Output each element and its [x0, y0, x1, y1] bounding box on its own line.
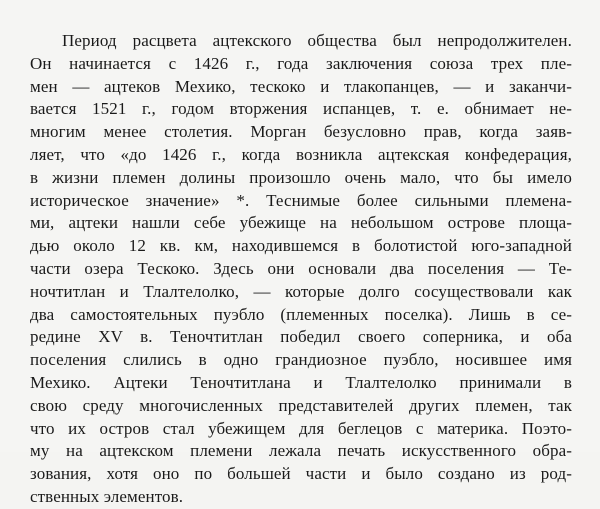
text-line: редине XV в. Теночтитлан победил своего соперника, и оба [30, 327, 572, 347]
text-line: поселения слились в одно грандиозное пуэбло, носившее имя [30, 350, 572, 370]
text-line: два самостоятельных пуэбло (племенных поселка). Лишь в се- [30, 304, 572, 324]
text-line: части озера Тескоко. Здесь они основали два поселения — Те- [30, 258, 572, 278]
text-line: Мехико. Ацтеки Теночтитлана и Тлалтелолко принимали в [30, 372, 572, 392]
body-paragraph [30, 30, 572, 509]
text-line: свою среду многочисленных представителей других племен, так [30, 395, 572, 415]
text-line: ственных элементов. [30, 486, 184, 506]
text-line: ночтитлан и Тлалтелолко, — которые долго сосуществовали как [30, 281, 572, 301]
text-line: ми, ацтеки нашли себе убежище на небольшом острове площа- [30, 213, 572, 233]
text-line: зования, хотя оно по большей части и было создано из род- [30, 464, 572, 484]
text-line: Период расцвета ацтекского общества был непродолжителен. [62, 31, 572, 50]
text-line: вается 1521 г., годом вторжения испанцев, т. е. обнимает не- [30, 99, 572, 119]
text-line: дью около 12 кв. км, находившемся в болотистой юго-западной [30, 236, 572, 256]
text-line: многим менее столетия. Морган безусловно прав, когда заяв- [30, 122, 572, 142]
text-line: мен — ацтеков Мехико, тескоко и тлакопанцев, — и заканчи- [30, 76, 572, 96]
text-line: ляет, что «до 1426 г., когда возникла ацтекская конфедерация, [30, 144, 572, 164]
text-line: в жизни племен долины произошло очень мало, что бы имело [30, 167, 572, 187]
text-line: Он начинается с 1426 г., года заключения союза трех пле- [30, 53, 572, 73]
text-line: что их остров стал убежищем для беглецов с материка. Поэто- [30, 418, 572, 438]
text-line: му на ацтекском племени лежала печать искусственного обра- [30, 441, 572, 461]
text-line: историческое значение» *. Теснимые более сильными племена- [30, 190, 572, 210]
